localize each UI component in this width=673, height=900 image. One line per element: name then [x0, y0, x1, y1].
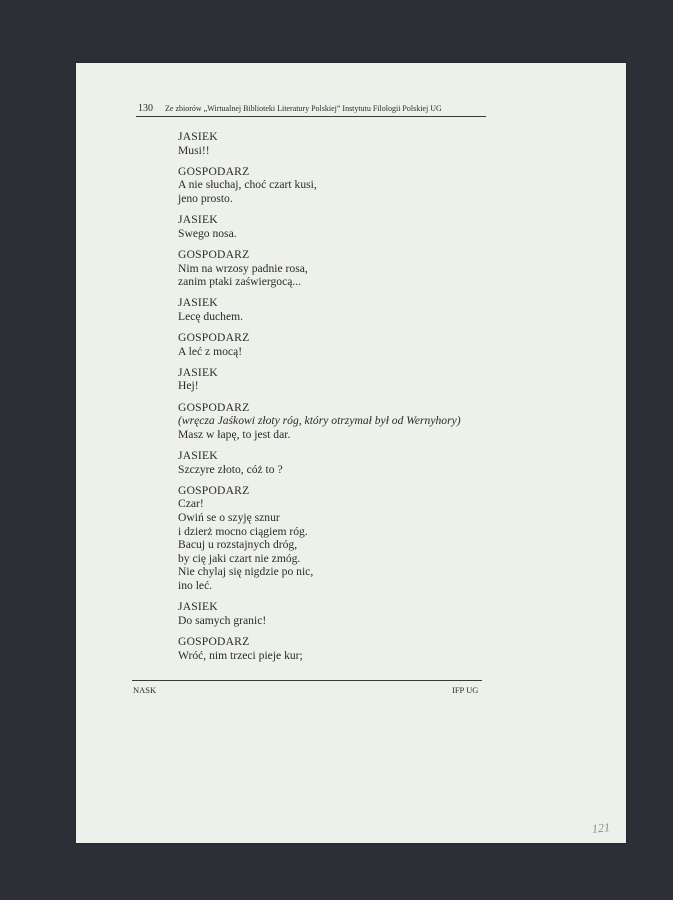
verse-line: Swego nosa. [178, 226, 237, 240]
speaker-name: JASIEK [178, 130, 218, 143]
verse-line: i dzierż mocno ciągiem róg. [178, 524, 308, 538]
speaker-name: GOSPODARZ [178, 634, 250, 648]
dialogue-block [178, 484, 518, 593]
handwritten-annotation: 121 [591, 820, 611, 836]
dialogue-block [178, 296, 518, 323]
verse-line: A nie słuchaj, choć czart kusi, [178, 178, 317, 192]
header-rule [136, 116, 486, 117]
verse-line: Do samych granic! [178, 613, 267, 627]
speaker-name: GOSPODARZ [178, 483, 250, 497]
verse-line: Musi!! [178, 143, 210, 157]
dialogue-block [178, 213, 518, 240]
dialogue-block [178, 635, 518, 662]
footer-left: NASK [133, 685, 157, 695]
dialogue-block [178, 366, 518, 393]
verse-line: Masz w łapę, to jest dar. [178, 427, 291, 441]
page-number: 130 [138, 103, 153, 114]
verse-line: jeno prosto. [178, 191, 233, 205]
verse-line: by cię jaki czart nie zmóg. [178, 551, 301, 565]
verse-line: ino leć. [178, 578, 213, 592]
page-header [138, 103, 486, 114]
speaker-name: JASIEK [178, 213, 218, 227]
speaker-name: JASIEK [178, 296, 218, 310]
dialogue-block [178, 248, 518, 289]
speaker-name: JASIEK [178, 365, 218, 379]
verse-line: A leć z mocą! [178, 344, 243, 358]
verse-line: Bacuj u rozstajnych dróg, [178, 538, 298, 552]
footer-right: IFP UG [452, 685, 479, 695]
verse-line: Czar! [178, 497, 204, 511]
dialogue-block [178, 401, 518, 442]
speaker-name: GOSPODARZ [178, 164, 250, 178]
dialogue-body [178, 130, 518, 670]
verse-line: Owiń se o szyję sznur [178, 511, 280, 524]
dialogue-block [178, 331, 518, 358]
speaker-name: JASIEK [178, 600, 218, 614]
verse-line: Hej! [178, 379, 199, 393]
speaker-name: JASIEK [178, 449, 218, 463]
verse-line: Nim na wrzosy padnie rosa, [178, 261, 308, 275]
verse-line: Nie chylaj się nigdzie po nic, [178, 565, 314, 579]
verse-line: zanim ptaki zaświergocą... [178, 275, 302, 289]
speaker-name: GOSPODARZ [178, 400, 250, 414]
verse-line: Wróć, nim trzeci pieje kur; [178, 648, 303, 662]
dialogue-block [178, 449, 518, 476]
dialogue-block [178, 130, 518, 157]
stage-direction: (wręcza Jaśkowi złoty róg, który otrzymał był od Wernyhory) [178, 414, 461, 428]
dialogue-block [178, 600, 518, 627]
header-text: Ze zbiorów „Wirtualnej Biblioteki Literatury Polskiej” Instytutu Filologii Polskiej UG [165, 104, 442, 113]
speaker-name: GOSPODARZ [178, 247, 250, 261]
document-page [76, 63, 626, 843]
verse-line: Lecę duchem. [178, 309, 244, 323]
speaker-name: GOSPODARZ [178, 331, 250, 345]
dialogue-block [178, 165, 518, 206]
footer-rule [132, 680, 482, 681]
verse-line: Szczyre złoto, cóż to ? [178, 462, 283, 476]
